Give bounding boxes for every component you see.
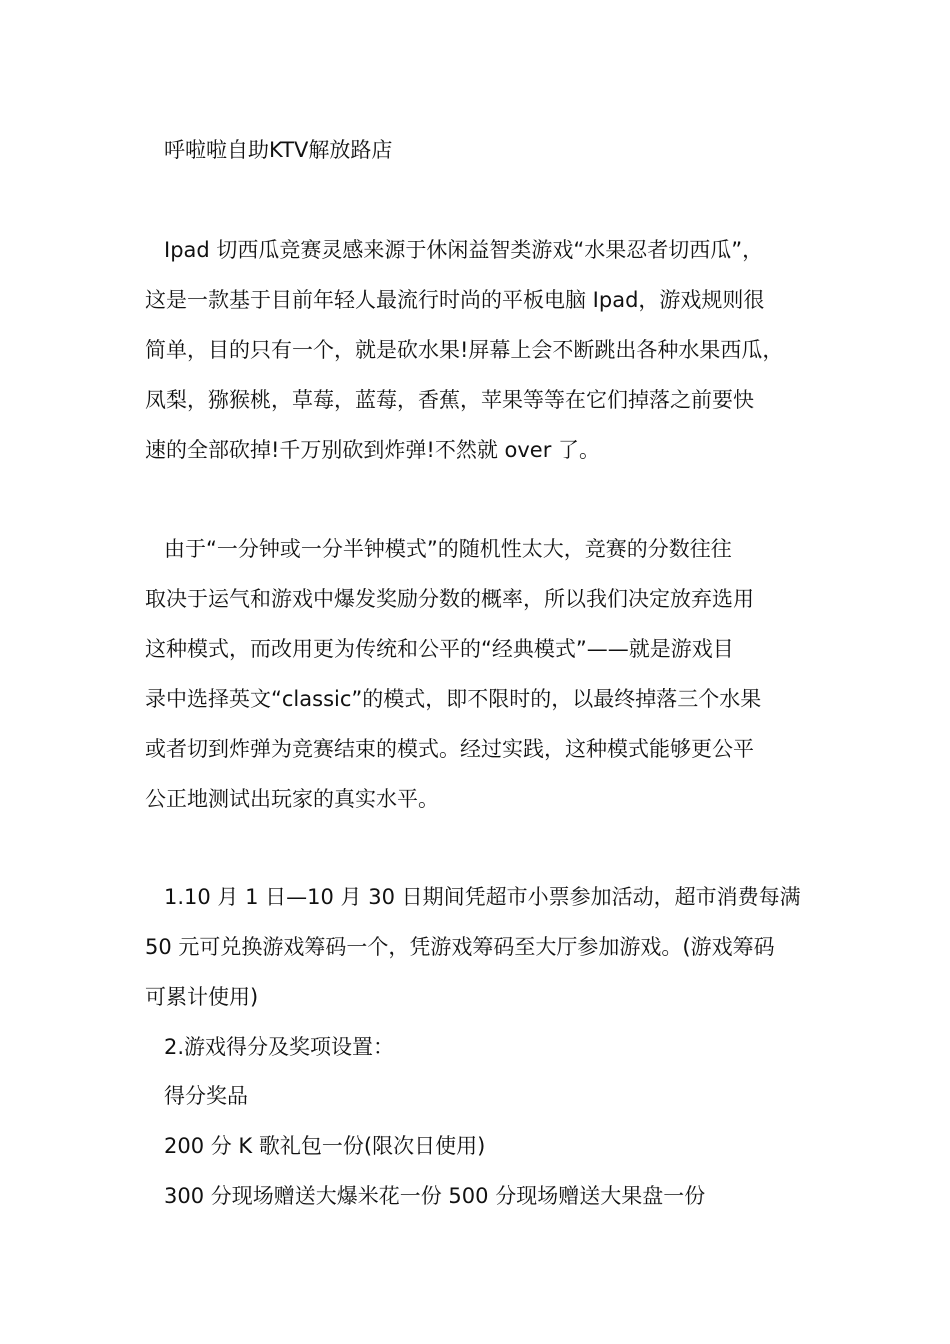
paragraph2-line3: 这种模式，而改用更为传统和公平的“经典模式”——就是游戏目 bbox=[145, 637, 734, 661]
paragraph1-line2: 这是一款基于目前年轻人最流行时尚的平板电脑 Ipad，游戏规则很 bbox=[145, 288, 765, 312]
paragraph2-line2: 取决于运气和游戏中爆发奖励分数的概率，所以我们决定放弃选用 bbox=[145, 587, 754, 611]
paragraph2-line5: 或者切到炸弹为竞赛结束的模式。经过实践，这种模式能够更公平 bbox=[145, 737, 754, 761]
paragraph1-line1: Ipad 切西瓜竞赛灵感来源于休闲益智类游戏“水果忍者切西瓜”， bbox=[164, 238, 764, 262]
paragraph2-line4: 录中选择英文“classic”的模式，即不限时的，以最终掉落三个水果 bbox=[145, 687, 762, 711]
paragraph1-line5: 速的全部砍掉!千万别砍到炸弹!不然就 over 了。 bbox=[145, 438, 601, 462]
item2-heading: 2.游戏得分及奖项设置： bbox=[164, 1035, 395, 1059]
paragraph3-line2: 50 元可兑换游戏筹码一个，凭游戏筹码至大厅参加游戏。(游戏筹码 bbox=[145, 935, 775, 959]
paragraph2-line6: 公正地测试出玩家的真实水平。 bbox=[145, 787, 439, 811]
paragraph1-line3: 简单，目的只有一个，就是砍水果!屏幕上会不断跳出各种水果西瓜， bbox=[145, 338, 784, 362]
prize-line-1: 200 分 K 歌礼包一份(限次日使用) bbox=[164, 1134, 486, 1158]
paragraph3-line3: 可累计使用) bbox=[145, 985, 259, 1009]
document-title: 呼啦啦自助KTV解放路店 bbox=[164, 138, 393, 162]
prize-header: 得分奖品 bbox=[164, 1084, 248, 1108]
paragraph1-line4: 凤梨，猕猴桃，草莓，蓝莓，香蕉，苹果等等在它们掉落之前要快 bbox=[145, 388, 754, 412]
paragraph3-line1: 1.10 月 1 日—10 月 30 日期间凭超市小票参加活动，超市消费每满 bbox=[164, 885, 801, 909]
prize-line-2: 300 分现场赠送大爆米花一份 500 分现场赠送大果盘一份 bbox=[164, 1184, 706, 1208]
paragraph2-line1: 由于“一分钟或一分半钟模式”的随机性太大，竞赛的分数往往 bbox=[164, 537, 732, 561]
